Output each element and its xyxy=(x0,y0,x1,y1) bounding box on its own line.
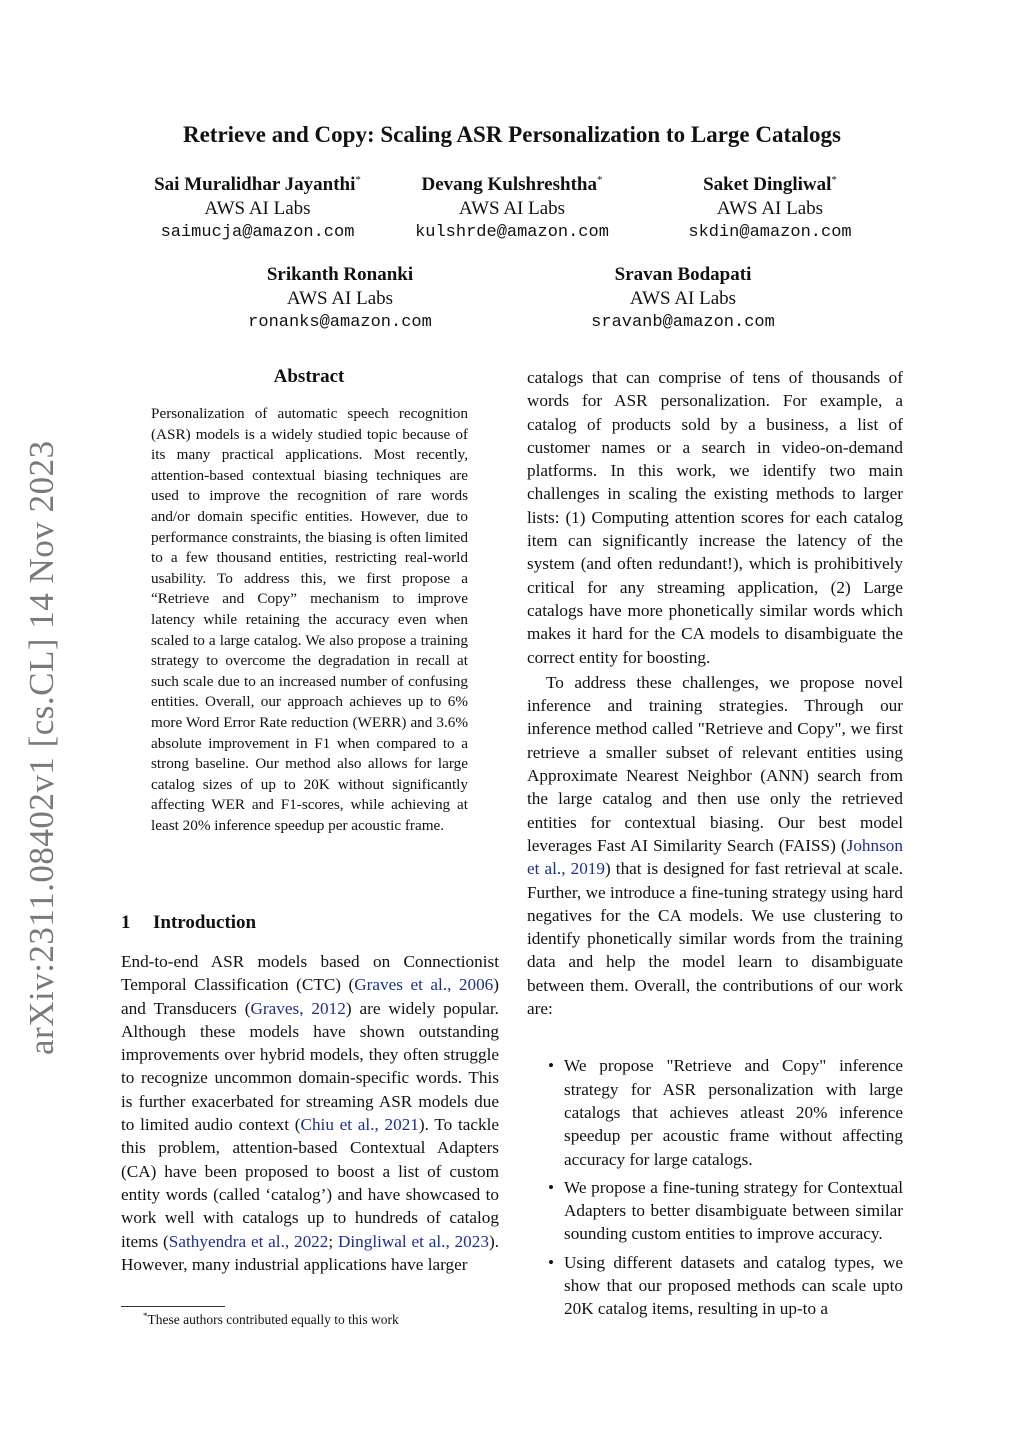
paragraph-text: End-to-end ASR models based on Connectionist Temporal Classification (CTC) ( xyxy=(121,952,499,995)
author-affiliation: AWS AI Labs xyxy=(458,198,566,219)
author-block-3 xyxy=(660,168,880,245)
author-name: Srikanth Ronanki xyxy=(266,264,414,285)
paragraph-text: ). To tackle this problem, attention-based Contextual Adapters (CA) have been proposed to boost a list of custom entity words (called ‘catalog’) and have showcased to work well with catalogs up to hundreds of catalog items ( xyxy=(121,1115,499,1251)
intro-paragraph-1 xyxy=(121,950,499,1276)
intro-paragraph-2 xyxy=(527,671,903,1020)
citation-link[interactable]: Graves, 2012 xyxy=(250,998,346,1018)
abstract-text: Personalization of automatic speech recognition (ASR) models is a widely studied topic because of its many practical applications. Most recently, attention-based contextual biasing techniques are used to improve the recognition of rare words and/or domain specific entities. However, due to performance constraints, the biasing is often limited to a few thousand entities, restricting real-world usability. To address this, we first propose a “Retrieve and Copy” mechanism to improve latency while retaining the accuracy even when scaled to a large catalog. We also propose a training strategy to overcome the degradation in recall at such scale due to an increased number of confusing entities. Overall, our approach achieves up to 6% more Word Error Rate reduction (WERR) and 3.6% absolute improvement in F1 when compared to a strong baseline. Our method also allows for large catalog sizes of up to 20K without significantly affecting WER and F1-scores, while achieving at least 20% inference speedup per acoustic frame. xyxy=(151,405,468,834)
paragraph-text: ). However, many industrial applications have larger xyxy=(121,1231,499,1274)
list-item-text: We propose a fine-tuning strategy for Contextual Adapters to better disambiguate between similar sounding custom entities to improve accuracy. xyxy=(564,1177,903,1244)
author-email[interactable]: skdin@amazon.com xyxy=(688,223,852,242)
paragraph-text: ) are widely popular. Although these models have shown outstanding improvements over hybrid models, they often struggle to recognize uncommon domain-specific words. This is further exacerbated for streaming ASR models due to limited audio context ( xyxy=(121,998,499,1135)
equal-contribution-mark: * xyxy=(596,174,603,186)
footnote xyxy=(143,1311,399,1328)
author-affiliation: AWS AI Labs xyxy=(716,198,824,219)
paragraph-text: To address these challenges, we propose novel inference and training strategies. Through our inference method called "Retrieve and Copy", we first retrieve a smaller subset of relevant entities using Approximate Nearest Neighbor (ANN) search from the large catalog and then use only the retrieved entities for contextual biasing. Our best model leverages Fast AI Similarity Search (FAISS) ( xyxy=(527,672,903,855)
author-affiliation: AWS AI Labs xyxy=(286,288,394,309)
paragraph-text: ) that is designed for fast retrieval at scale. Further, we introduce a fine-tuning strategy using hard negatives for the CA models. We use clustering to identify phonetically similar words from the training data and help the model learn to disambiguate between them. Overall, the contributions of our work are: xyxy=(527,859,904,1019)
list-item xyxy=(527,1054,903,1170)
footnote-divider xyxy=(121,1306,225,1307)
citation-link[interactable]: Johnson et al., 2019 xyxy=(527,835,903,879)
section-number: 1 xyxy=(121,912,131,933)
list-item xyxy=(527,1251,903,1321)
author-email[interactable]: saimucja@amazon.com xyxy=(160,223,355,242)
author-block-4 xyxy=(230,263,450,335)
paragraph-text: ; xyxy=(328,1231,338,1251)
contributions-list xyxy=(527,1054,903,1320)
footnote-mark: * xyxy=(143,1311,148,1321)
list-item-text: We propose "Retrieve and Copy" inference strategy for ASR personalization with large catalogs that achieves atleast 20% inference speedup per acoustic frame without affecting accuracy for large catalogs. xyxy=(564,1056,903,1169)
list-item xyxy=(527,1176,903,1246)
author-email[interactable]: ronanks@amazon.com xyxy=(248,313,432,332)
citation-link[interactable]: Dingliwal et al., 2023 xyxy=(337,1231,489,1251)
bullet-glyph: • xyxy=(548,1056,555,1076)
citation-link[interactable]: Chiu et al., 2021 xyxy=(300,1115,419,1135)
author-block-2 xyxy=(397,168,627,245)
author-block-5 xyxy=(573,263,793,335)
paragraph-text: ) and Transducers ( xyxy=(121,975,499,1018)
bullet-glyph: • xyxy=(548,1252,555,1272)
section-title: Introduction xyxy=(153,912,257,933)
equal-contribution-mark: * xyxy=(355,174,361,186)
citation-link[interactable]: Sathyendra et al., 2022 xyxy=(168,1231,329,1251)
author-name: Saket Dingliwal xyxy=(703,174,832,195)
author-affiliation: AWS AI Labs xyxy=(204,198,311,219)
section-heading-introduction xyxy=(121,912,256,934)
paper-title: Retrieve and Copy: Scaling ASR Personalization to Large Catalogs xyxy=(182,122,841,147)
right-column xyxy=(527,366,903,1326)
author-name: Sravan Bodapati xyxy=(614,264,752,285)
bullet-glyph: • xyxy=(548,1177,555,1197)
arxiv-identifier-stamp: arXiv:2311.08402v1 [cs.CL] 14 Nov 2023 xyxy=(22,440,61,1055)
author-email[interactable]: sravanb@amazon.com xyxy=(591,313,775,332)
author-block-1 xyxy=(130,168,385,245)
citation-link[interactable]: Graves et al., 2006 xyxy=(354,975,494,995)
list-item-text: Using different datasets and catalog types, we show that our proposed methods can scale upto 20K catalog items, resulting in up-to a xyxy=(564,1252,903,1319)
author-affiliation: AWS AI Labs xyxy=(629,288,737,309)
footnote-text: These authors contributed equally to this work xyxy=(147,1312,399,1327)
author-name: Devang Kulshreshtha xyxy=(421,174,597,195)
author-email[interactable]: kulshrde@amazon.com xyxy=(415,223,609,242)
intro-paragraph-1-continued: catalogs that can comprise of tens of thousands of words for ASR personalization. For example, a catalog of products sold by a business, a list of customer names or a search in video-on-demand platforms. In this work, we identify two main challenges in scaling the existing methods to larger lists: (1) Computing attention scores for each catalog item can significantly increase the latency of the system (and often redundant!), which is prohibitively critical for any streaming application, (2) Large catalogs have more phonetically similar words which makes it hard for the CA models to disambiguate the correct entity for boosting. xyxy=(527,368,903,667)
abstract-heading: Abstract xyxy=(273,366,345,387)
author-name: Sai Muralidhar Jayanthi xyxy=(154,174,356,195)
equal-contribution-mark: * xyxy=(831,174,837,186)
